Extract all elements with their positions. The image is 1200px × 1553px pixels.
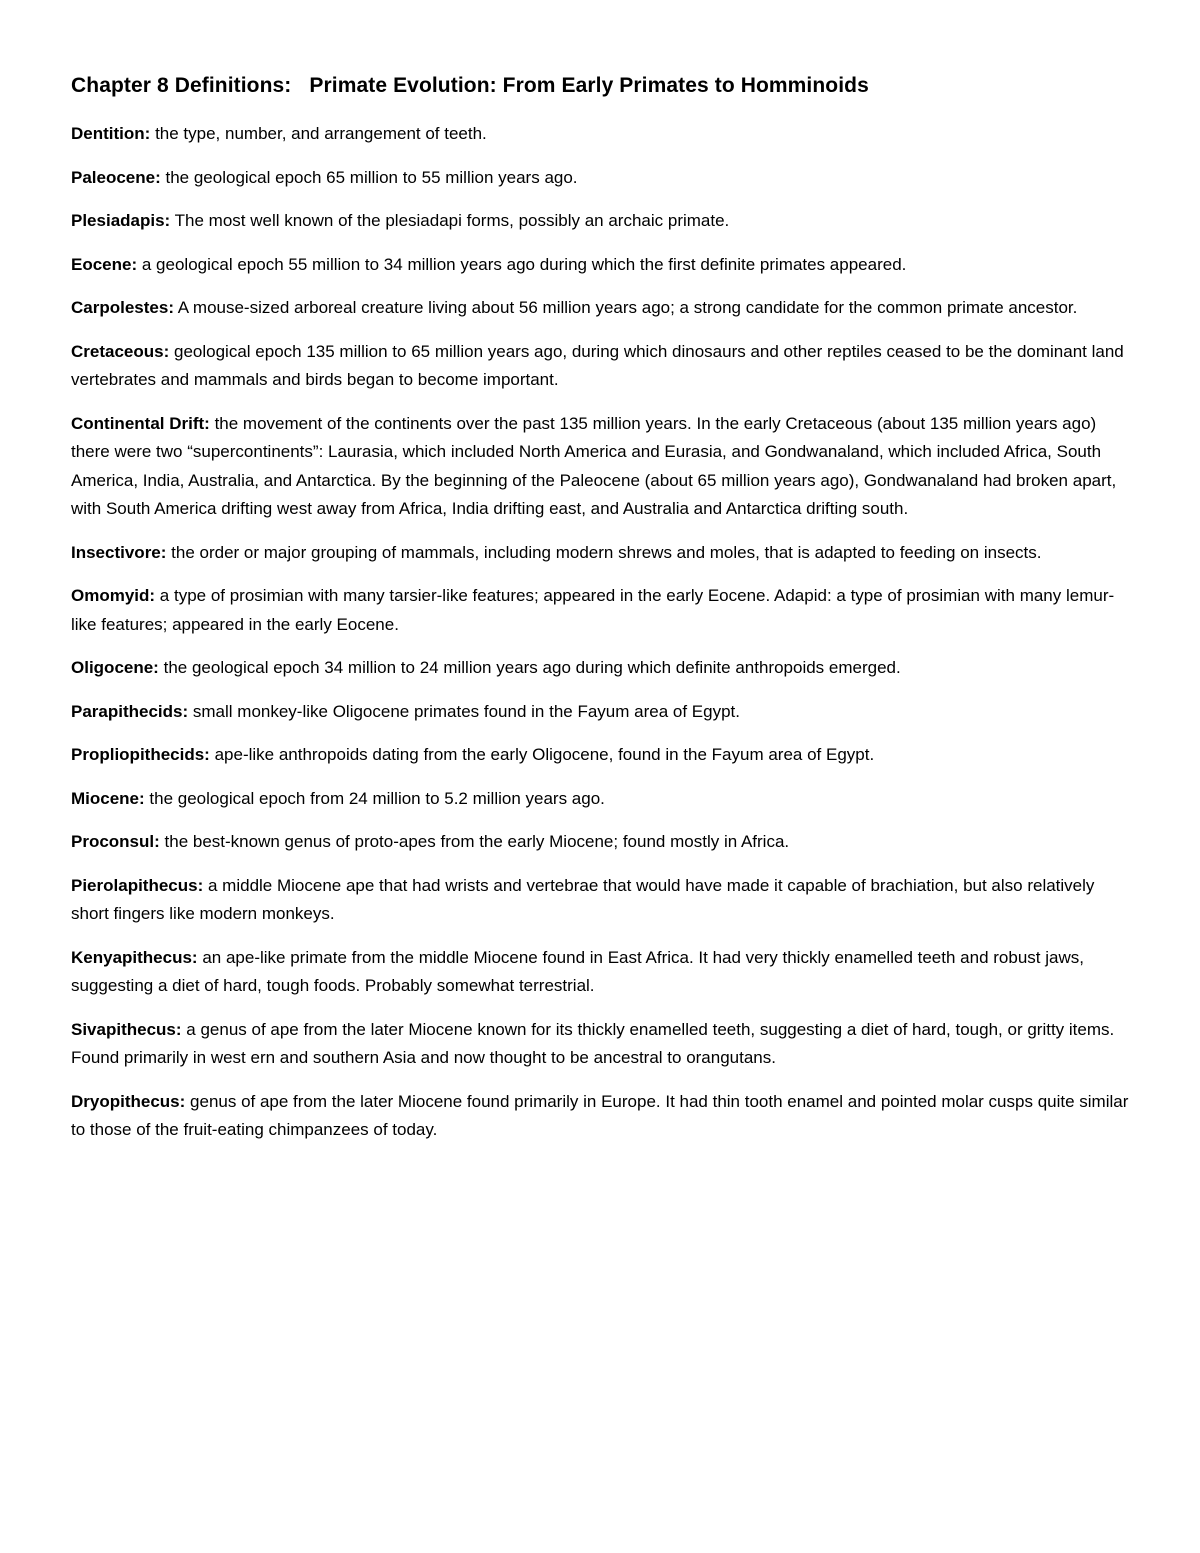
definition-entry [71,944,1133,1001]
definition-entry [71,164,1133,193]
definition-entry [71,1088,1133,1145]
definition-entry [71,741,1133,770]
page-title [71,72,1133,100]
definition-entry [71,251,1133,280]
definition-entry [71,785,1133,814]
definition-term: Omomyid: [71,586,156,605]
definition-text: The most well known of the plesiadapi forms, possibly an archaic primate. [174,211,730,230]
definition-term: Dentition: [71,124,151,143]
definition-entry [71,582,1133,639]
definition-entry [71,410,1133,524]
definition-text: ape-like anthropoids dating from the early Oligocene, found in the Fayum area of Egypt. [214,745,875,764]
definition-text: the movement of the continents over the past 135 million years. In the early Cretaceous (about 135 million years ago) there were two “supercontinents”: Laurasia, which included North America and Eurasia, and Gondwanaland, which included Africa, South America, India, Australia, and Antarctica. By the beginning of the Paleocene (about 65 million years ago), Gondwanaland had broken apart, with South America drifting west away from Africa, India drifting east, and Australia and Antarctica drifting south. [71,413,1117,518]
definition-term: Sivapithecus: [71,1019,182,1039]
definition-text: a geological epoch 55 million to 34 million years ago during which the first definite primates appeared. [141,254,907,274]
definition-entry [71,654,1133,683]
definition-text: geological epoch 135 million to 65 million years ago, during which dinosaurs and other reptiles ceased to be the dominant land vertebrates and mammals and birds began to become important. [71,341,1124,389]
definition-entry [71,120,1133,149]
definition-term: Eocene: [71,254,138,274]
definition-term: Dryopithecus: [71,1091,186,1111]
definition-text: an ape-like primate from the middle Miocene found in East Africa. It had very thickly enamelled teeth and robust jaws, suggesting a diet of hard, tough foods. Probably somewhat terrestrial. [71,947,1084,995]
definition-entry [71,338,1133,395]
definition-text: the order or major grouping of mammals, including modern shrews and moles, that is adapted to feeding on insects. [171,542,1042,562]
definition-text: the geological epoch 34 million to 24 million years ago during which definite anthropoids emerged. [163,658,901,677]
definition-text: the geological epoch from 24 million to 5.2 million years ago. [149,788,605,808]
definition-text: a genus of ape from the later Miocene known for its thickly enamelled teeth, suggesting a diet of hard, tough, or gritty items. Found primarily in west ern and southern Asia and now thought to be ancestral to orangutans. [71,1019,1115,1067]
definition-text: a type of prosimian with many tarsier-like features; appeared in the early Eocene. Adapid: a type of prosimian with many lemur-like features; appeared in the early Eocene. [71,586,1115,634]
definition-entry [71,1016,1133,1073]
definition-term: Cretaceous: [71,341,170,361]
document-page [71,72,1133,1160]
definition-text: the best-known genus of proto-apes from the early Miocene; found mostly in Africa. [164,832,790,851]
definition-term: Plesiadapis: [71,211,171,230]
definition-entry [71,872,1133,929]
definition-entry [71,207,1133,236]
definition-term: Oligocene: [71,658,159,677]
definition-text: A mouse-sized arboreal creature living about 56 million years ago; a strong candidate for the common primate ancestor. [177,298,1078,317]
definition-term: Paleocene: [71,167,161,187]
definition-entry [71,698,1133,727]
definition-text: genus of ape from the later Miocene found primarily in Europe. It had thin tooth enamel and pointed molar cusps quite similar to those of the fruit-eating chimpanzees of today. [71,1091,1129,1139]
definition-entry [71,828,1133,857]
definition-term: Miocene: [71,788,145,808]
definition-term: Pierolapithecus: [71,875,204,895]
title-subject: Primate Evolution: From Early Primates to Homminoids [309,74,869,97]
definition-term: Propliopithecids: [71,745,210,764]
definition-term: Carpolestes: [71,298,174,317]
definition-term: Continental Drift: [71,413,210,433]
definition-entry [71,294,1133,323]
definition-text: the geological epoch 65 million to 55 million years ago. [165,167,578,187]
definition-entry [71,539,1133,568]
definition-term: Proconsul: [71,832,160,851]
definition-text: a middle Miocene ape that had wrists and vertebrae that would have made it capable of brachiation, but also relatively short fingers like modern monkeys. [71,875,1095,923]
definitions-list [71,120,1133,1145]
definition-term: Insectivore: [71,542,167,562]
definition-text: the type, number, and arrangement of teeth. [155,124,487,143]
title-chapter: Chapter 8 Definitions: [71,74,292,97]
definition-text: small monkey-like Oligocene primates found in the Fayum area of Egypt. [192,701,740,721]
definition-term: Kenyapithecus: [71,947,198,967]
definition-term: Parapithecids: [71,701,189,721]
